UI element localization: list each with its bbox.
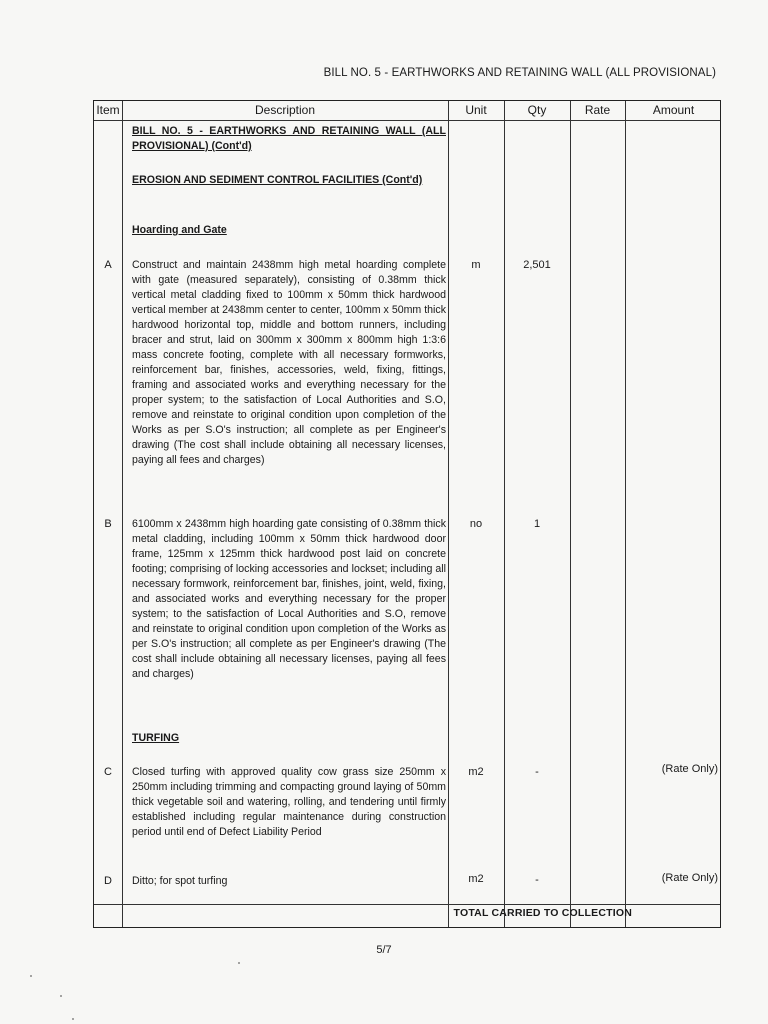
bill-title: BILL NO. 5 - EARTHWORKS AND RETAINING WALL (ALL PROVISIONAL) (Cont'd) <box>132 125 446 152</box>
item-unit: m2 <box>468 873 484 885</box>
item-amount: (Rate Only) <box>661 763 718 775</box>
item-description: Ditto; for spot turfing <box>132 875 228 887</box>
column-divider <box>570 101 571 927</box>
item-qty: - <box>535 766 539 778</box>
item-code: C <box>104 766 112 778</box>
item-description: Closed turfing with approved quality cow grass size 250mm x 250mm including trimming and compacting ground laying of 50mm thick vegetable soil and watering, rolling, and tendering until firmly established including regular maintenance during construction period until end of Defect Liability Period <box>132 766 446 838</box>
item-description: 6100mm x 2438mm high hoarding gate consisting of 0.38mm thick metal cladding, including 100mm x 50mm thick hardwood door frame, 125mm x 125mm thick hardwood post laid on concrete footing; comprising of locking accessories and lockset; including all necessary formwork, reinforcement bar, finishes, joint, weld, fixing, and associated works and everything necessary for the proper system; to the satisfaction of Local Authorities and S.O, remove and reinstate to original condition upon completion of the Works as per S.O's instruction; all complete as per Engineer's drawing (The cost shall include obtaining all necessary licenses, paying all fees and charges) <box>132 518 446 680</box>
item-qty: - <box>535 874 539 886</box>
scan-speck <box>72 1018 74 1020</box>
column-divider <box>504 101 505 927</box>
sub-heading-hoarding: Hoarding and Gate <box>132 224 227 236</box>
sub-heading-turfing: TURFING <box>132 732 180 744</box>
item-amount: (Rate Only) <box>661 872 718 884</box>
column-divider <box>625 101 626 927</box>
item-description: Construct and maintain 2438mm high metal hoarding complete with gate (measured separately), consisting of 0.38mm thick vertical metal cladding fixed to 100mm x 50mm thick hardwood vertical member at 2438mm center to center, 100mm x 50mm thick hardwood horizontal top, middle and bottom runners, including bracer and strut, laid on 300mm x 300mm x 800mm high 1:3:6 mass concrete footing, complete with all necessary formworks, reinforcement bar, finishes, accessories, weld, fixing, fittings, framing and associated works and everything necessary for the proper system; to the satisfaction of Local Authorities and S.O, remove and reinstate to original condition upon completion of the Works as per S.O's instruction; all complete as per Engineer's drawing (The cost shall include obtaining all necessary licenses, paying all fees and charges) <box>132 259 446 466</box>
column-header-qty: Qty <box>527 103 547 117</box>
item-code: B <box>104 518 112 530</box>
page-number: 5/7 <box>376 944 392 956</box>
total-carried-label: TOTAL CARRIED TO COLLECTION <box>453 907 632 919</box>
item-unit: m <box>471 259 481 271</box>
column-header-item: Item <box>96 103 120 117</box>
column-header-rate: Rate <box>584 103 611 117</box>
item-qty: 2,501 <box>523 259 551 271</box>
item-unit: m2 <box>468 766 484 778</box>
column-header-amount: Amount <box>652 103 695 117</box>
column-header-description: Description <box>254 103 316 117</box>
total-rule <box>94 904 720 905</box>
item-code: A <box>104 259 112 271</box>
column-divider <box>448 101 449 927</box>
scan-speck <box>238 962 240 964</box>
item-qty: 1 <box>533 518 541 530</box>
section-title: EROSION AND SEDIMENT CONTROL FACILITIES (Cont'd) <box>132 174 423 186</box>
scan-speck <box>60 995 62 997</box>
scan-speck <box>30 975 32 977</box>
column-divider <box>122 101 123 927</box>
item-unit: no <box>469 518 483 530</box>
bill-of-quantities-table <box>93 100 721 928</box>
item-code: D <box>104 875 112 887</box>
running-header: BILL NO. 5 - EARTHWORKS AND RETAINING WALL (ALL PROVISIONAL) <box>323 67 716 79</box>
header-rule <box>94 120 720 121</box>
column-header-unit: Unit <box>465 103 487 117</box>
